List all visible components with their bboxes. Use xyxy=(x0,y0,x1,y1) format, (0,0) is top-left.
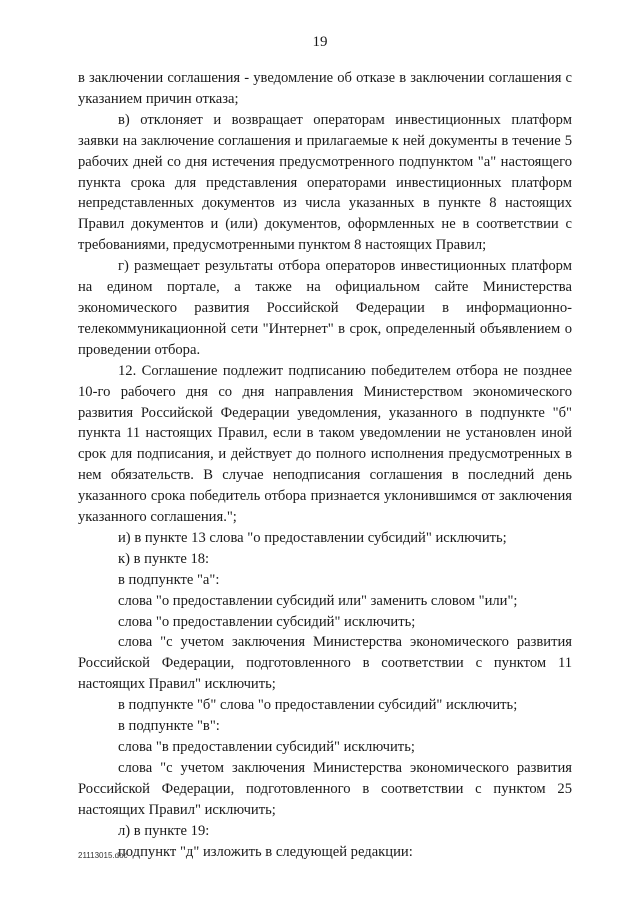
paragraph: л) в пункте 19: xyxy=(118,822,210,839)
paragraph: слова "о предоставлении субсидий или" заменить словом "или"; xyxy=(118,592,518,609)
paragraph: к) в пункте 18: xyxy=(118,550,210,567)
paragraph: в) отклоняет и возвращает операторам инвестиционных платформ заявки на заключение соглашения и прилагаемые к ней документы в течение 5 рабочих дней со дня истечения предусмотренного подпунктом "а" настоящего пункта срока для представления операторами инвестиционных платформ непредставленных документов из числа указанных в пункте 8 настоящих Правил документов и (или) документов, оформленных не в соответствии с требованиями, предусмотренными пунктом 8 настоящих Правил; xyxy=(78,111,572,254)
paragraph: в заключении соглашения - уведомление об отказе в заключении соглашения с указанием причин отказа; xyxy=(78,70,572,107)
paragraph: в подпункте "в": xyxy=(118,718,220,735)
document-body xyxy=(78,68,572,862)
paragraph: в подпункте "а": xyxy=(118,571,220,588)
paragraph: и) в пункте 13 слова "о предоставлении субсидий" исключить; xyxy=(118,529,507,546)
document-filename: 21113015.doc xyxy=(78,851,128,860)
paragraph: в подпункте "б" слова "о предоставлении субсидий" исключить; xyxy=(118,697,518,714)
paragraph: 12. Соглашение подлежит подписанию победителем отбора не позднее 10-го рабочего дня со дня направления Министерством экономического развития Российской Федерации уведомления, указанного в подпункте "б" пункта 11 настоящих Правил, если в таком уведомлении не установлен иной срок для подписания, и действует до полного исполнения предусмотренных в нем обязательств. В случае неподписания соглашения в последний день указанного срока победитель отбора признается уклонившимся от заключения указанного соглашения."; xyxy=(78,362,572,526)
paragraph: слова "в предоставлении субсидий" исключить; xyxy=(118,739,415,755)
page-number: 19 xyxy=(312,34,328,50)
paragraph: слова "с учетом заключения Министерства экономического развития Российской Федерации, подготовленного в соответствии с пунктом 11 настоящих Правил" исключить; xyxy=(78,634,572,693)
paragraph: слова "с учетом заключения Министерства экономического развития Российской Федерации, подготовленного в соответствии с пунктом 25 настоящих Правил" исключить; xyxy=(78,759,572,818)
paragraph: подпункт "д" изложить в следующей редакции: xyxy=(118,843,413,860)
paragraph: слова "о предоставлении субсидий" исключить; xyxy=(118,613,416,630)
paragraph: г) размещает результаты отбора операторов инвестиционных платформ на едином портале, а также на официальном сайте Министерства экономического развития Российской Федерации в информационно-телекоммуникационной сети "Интернет" в срок, определенный объявлением о проведении отбора. xyxy=(78,258,572,358)
